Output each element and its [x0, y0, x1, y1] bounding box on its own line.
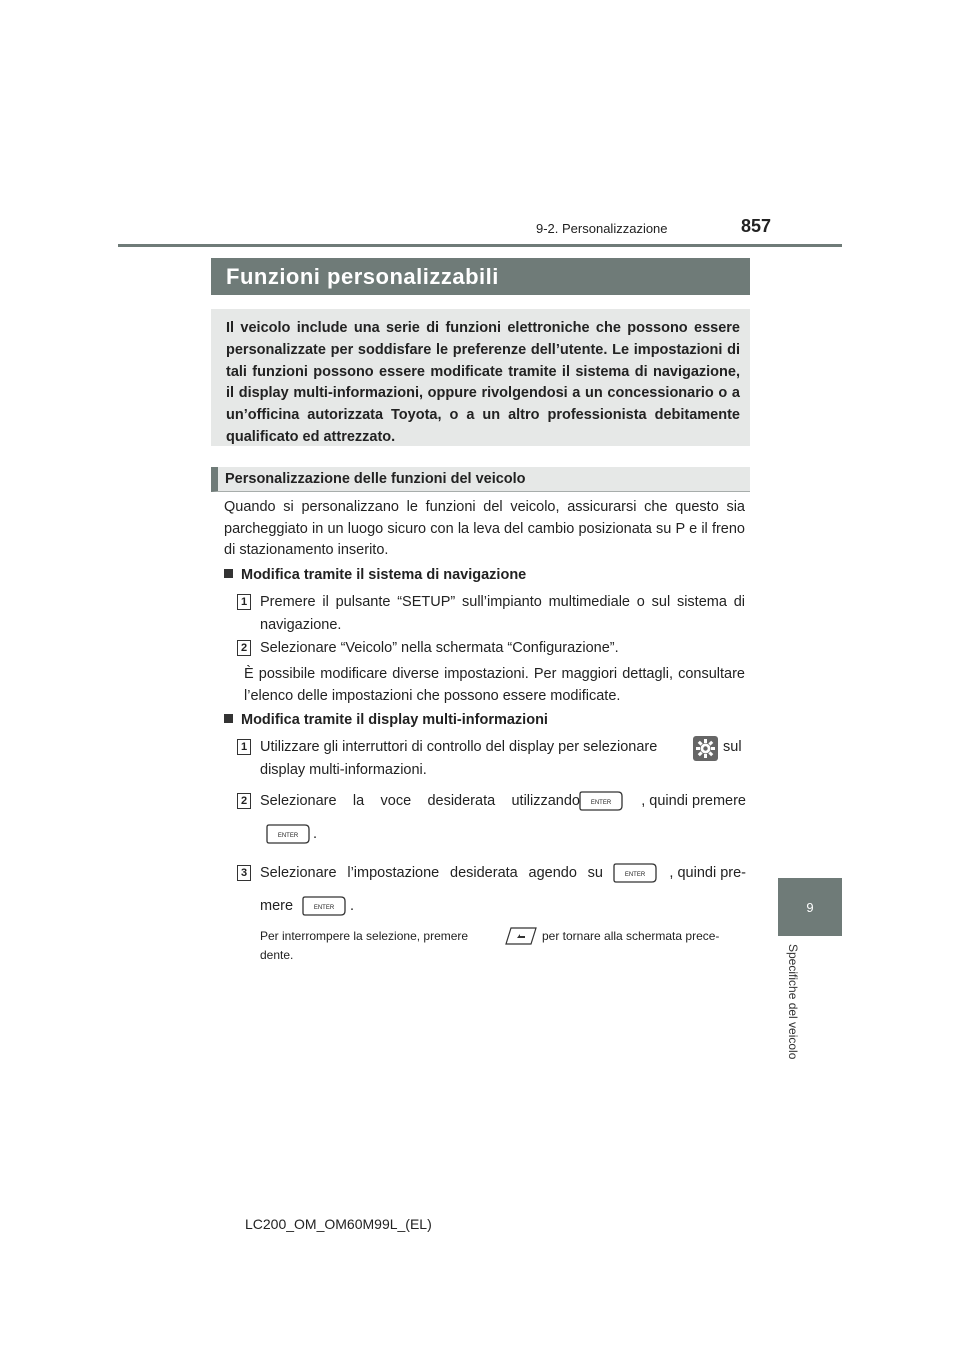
back-note-text: per tornare alla schermata prece-	[542, 929, 720, 943]
display-heading-text: Modifica tramite il display multi-informazioni	[241, 712, 548, 728]
step-text: sul	[723, 739, 742, 755]
svg-text:ENTER: ENTER	[590, 800, 612, 806]
svg-text:ENTER: ENTER	[624, 872, 646, 878]
page-title: Funzioni personalizzabili	[226, 264, 499, 289]
body-paragraph: Quando si personalizzano le funzioni del veicolo, assicurarsi che questo sia parcheggiato in un luogo sicuro con la leva del cambio posizionata su P e il freno di stazionamento inserito.	[224, 499, 745, 559]
page-number: 857	[741, 216, 772, 236]
step-text: Utilizzare gli interruttori di controllo del display per selezionare	[260, 739, 658, 755]
chapter-tab	[778, 878, 842, 936]
page-title-bar	[211, 258, 750, 295]
intro-box	[211, 309, 750, 446]
step-number: 1	[237, 739, 251, 755]
step-text: .	[350, 898, 355, 914]
enter-button-icon	[578, 790, 624, 812]
step-text: Premere il pulsante “SETUP” sull’impianto multimediale o sul sistema di navigazione.	[260, 594, 745, 633]
enter-button-icon	[301, 895, 347, 917]
back-note-text: dente.	[260, 948, 294, 962]
back-button-icon	[503, 926, 539, 946]
chapter-label-text: Specifiche del veicolo	[786, 944, 800, 1060]
intro-text: Il veicolo include una serie di funzioni elettroniche che possono essere personalizzate per soddisfare le preferenze dell’utente. Le impostazioni di tali funzioni possono essere modificate tramite il sistema di navigazione, il display multi-informazioni, oppure rivolgendosi a un concessionario o a un’officina autorizzata Toyota, o a un altro professionista debitamente qualificato ed attrezzato.	[226, 320, 740, 445]
step-number: 1	[237, 594, 251, 610]
svg-text:ENTER: ENTER	[313, 905, 335, 911]
display-section-heading	[224, 712, 548, 728]
step-text: Selezionare “Veicolo” nella schermata “Configurazione”.	[260, 640, 619, 656]
step-text: mere	[260, 898, 294, 914]
step-number: 2	[237, 793, 251, 809]
header-divider	[118, 244, 842, 247]
subheading: Personalizzazione delle funzioni del veicolo	[225, 471, 526, 487]
square-bullet-icon	[224, 569, 233, 578]
enter-button-icon	[612, 862, 658, 884]
chapter-number: 9	[806, 900, 814, 915]
step-text: , quindi pre-	[669, 865, 746, 881]
section-title: 9-2. Personalizzazione	[536, 221, 668, 236]
nav-note: È possibile modificare diverse impostazioni. Per maggiori dettagli, consultare l’elenco delle impostazioni che possono essere modificate.	[244, 666, 745, 704]
nav-section-heading	[224, 567, 526, 583]
svg-text:ENTER: ENTER	[277, 833, 299, 839]
step-number: 2	[237, 640, 251, 656]
subheading-bar	[211, 467, 750, 492]
step-text: , quindi premere	[641, 793, 746, 809]
step-text: Selezionare la voce desiderata utilizzando	[260, 793, 580, 809]
square-bullet-icon	[224, 714, 233, 723]
document-code: LC200_OM_OM60M99L_(EL)	[245, 1216, 432, 1232]
gear-icon	[693, 736, 718, 761]
enter-button-icon	[265, 823, 311, 845]
step-text: Selezionare l’impostazione desiderata agendo su	[260, 865, 603, 881]
step-text: .	[313, 826, 318, 842]
step-number: 3	[237, 865, 251, 881]
back-note-text: Per interrompere la selezione, premere	[260, 929, 469, 943]
chapter-label	[786, 944, 802, 1074]
step-text: display multi-informazioni.	[260, 762, 427, 778]
nav-heading-text: Modifica tramite il sistema di navigazione	[241, 567, 527, 583]
